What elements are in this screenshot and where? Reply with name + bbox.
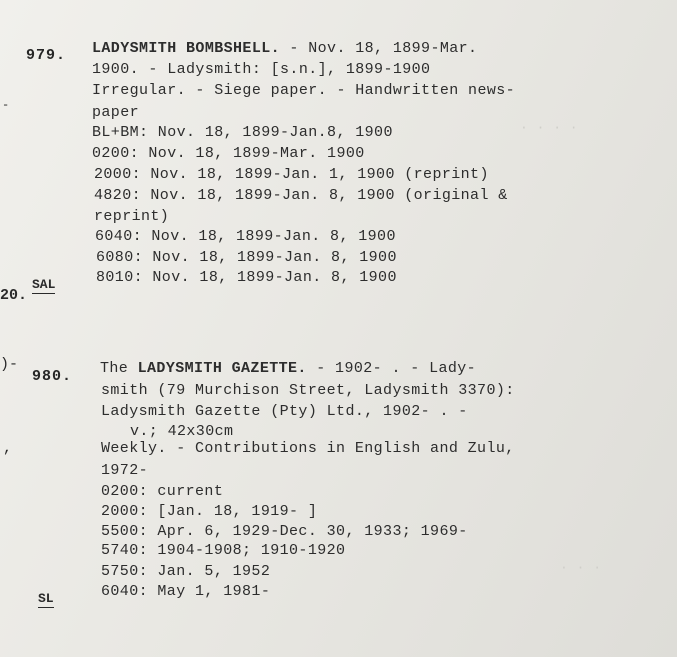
entry-title-line	[100, 360, 476, 377]
holding-line: 5740: 1904-1908; 1910-1920	[101, 542, 346, 559]
bleed-through-text: · · ·	[560, 560, 602, 575]
holding-line: 2000: [Jan. 18, 1919- ]	[101, 503, 318, 520]
entry-text-line: smith (79 Murchison Street, Ladysmith 3370):	[101, 382, 515, 399]
margin-location-code	[32, 277, 55, 294]
holding-line: 8010: Nov. 18, 1899-Jan. 8, 1900	[96, 269, 397, 286]
holding-line: 6080: Nov. 18, 1899-Jan. 8, 1900	[96, 249, 397, 266]
holding-line: 5500: Apr. 6, 1929-Dec. 30, 1933; 1969-	[101, 523, 468, 540]
holding-line: 5750: Jan. 5, 1952	[101, 563, 271, 580]
bleed-through-text: · · · ·	[520, 120, 579, 135]
holding-line: 0200: current	[101, 483, 224, 500]
holding-line: BL+BM: Nov. 18, 1899-Jan.8, 1900	[92, 124, 393, 141]
entry-title: LADYSMITH GAZETTE.	[137, 360, 307, 377]
entry-number: 980.	[32, 368, 73, 385]
entry-title-rest: - Nov. 18, 1899-Mar.	[280, 40, 478, 57]
entry-text-line: Irregular. - Siege paper. - Handwritten news-	[92, 82, 516, 99]
holding-line: 2000: Nov. 18, 1899-Jan. 1, 1900 (reprint)	[94, 166, 489, 183]
entry-text-line: 1900. - Ladysmith: [s.n.], 1899-1900	[92, 61, 431, 78]
margin-location-code	[38, 591, 54, 608]
holding-line: reprint)	[94, 208, 170, 225]
left-edge-comma: ,	[3, 440, 13, 457]
holding-line: 6040: May 1, 1981-	[101, 583, 271, 600]
entry-text-line: 1972-	[101, 462, 149, 479]
entry-text-line: Weekly. - Contributions in English and Zulu,	[101, 440, 515, 457]
entry-title-rest: - 1902- . - Lady-	[306, 360, 477, 377]
margin-code-text: SAL	[32, 277, 56, 292]
left-edge-entry-fragment: 20.	[0, 287, 28, 304]
entry-title-line	[92, 40, 477, 57]
entry-text-line: Ladysmith Gazette (Pty) Ltd., 1902- . -	[101, 403, 468, 420]
margin-code-text: SL	[38, 591, 54, 606]
holding-line: 0200: Nov. 18, 1899-Mar. 1900	[92, 145, 365, 162]
entry-title: LADYSMITH BOMBSHELL.	[92, 40, 281, 57]
entry-text-line: paper	[92, 104, 140, 121]
entry-title-prefix: The	[100, 360, 138, 377]
left-edge-close-dash: )-	[0, 356, 19, 373]
left-edge-dash: -	[2, 98, 10, 112]
holding-line: 4820: Nov. 18, 1899-Jan. 8, 1900 (original &	[94, 187, 508, 204]
entry-text-line: v.; 42x30cm	[130, 423, 234, 440]
entry-number: 979.	[26, 47, 67, 64]
holding-line: 6040: Nov. 18, 1899-Jan. 8, 1900	[95, 228, 396, 245]
